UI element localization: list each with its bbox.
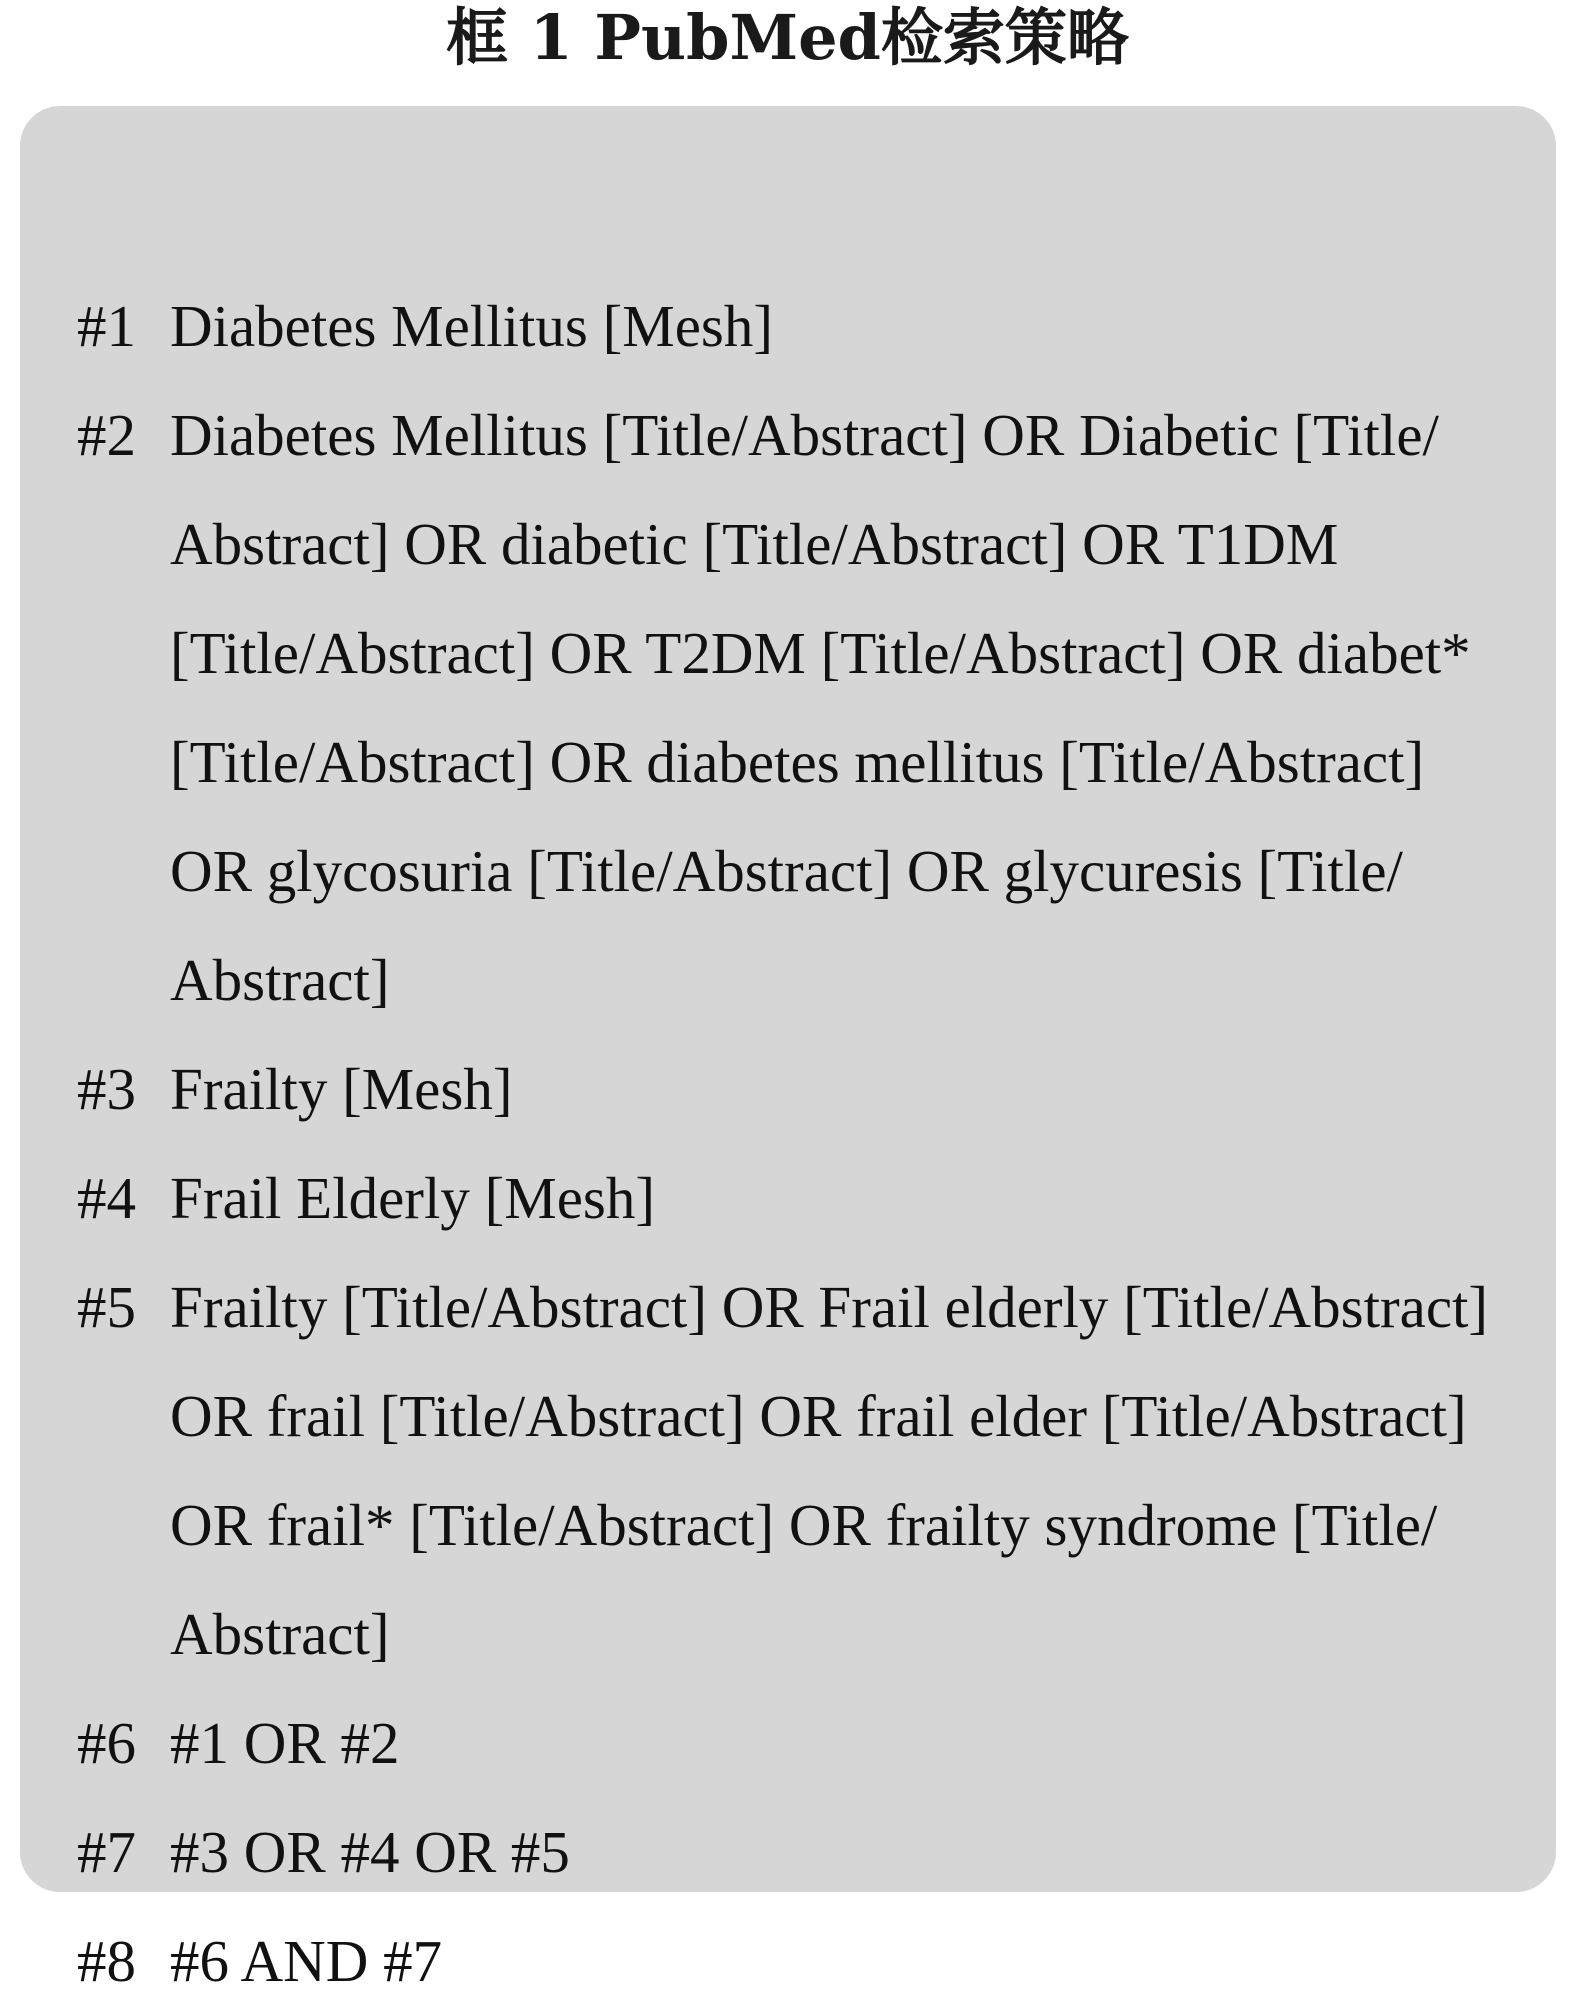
search-query: OR frail [Title/Abstract] OR frail elder [Title/Abstract]: [170, 1383, 1467, 1449]
search-query: #3 OR #4 OR #5: [170, 1819, 570, 1885]
search-query: Frail Elderly [Mesh]: [170, 1165, 655, 1231]
search-line-continuation: [20, 1337, 1556, 1449]
search-line-continuation: [20, 683, 1556, 795]
search-strategy-box: [20, 106, 1556, 1994]
search-line-continuation: [20, 1555, 1556, 1667]
search-number: #3: [77, 1056, 136, 1122]
search-line: [20, 1119, 1556, 1231]
search-number: #4: [77, 1165, 136, 1231]
search-line-continuation: [20, 1446, 1556, 1558]
search-query: OR frail* [Title/Abstract] OR frailty syndrome [Title/: [170, 1492, 1438, 1558]
search-line-continuation: [20, 792, 1556, 904]
search-number: #2: [77, 402, 136, 468]
search-query: Abstract]: [170, 1601, 390, 1667]
search-query: OR glycosuria [Title/Abstract] OR glycuresis [Title/: [170, 838, 1403, 904]
search-line: [20, 1010, 1556, 1122]
search-line-continuation: [20, 465, 1556, 577]
search-query: Abstract] OR diabetic [Title/Abstract] OR T1DM: [170, 511, 1339, 577]
search-number: #5: [77, 1274, 136, 1340]
search-line: [20, 1773, 1556, 1885]
search-line: [20, 1664, 1556, 1776]
search-number: #7: [77, 1819, 136, 1885]
search-line-continuation: [20, 901, 1556, 1013]
search-line: [20, 1228, 1556, 1340]
search-query: Diabetes Mellitus [Mesh]: [170, 293, 773, 359]
search-line: [20, 356, 1556, 468]
search-number: #6: [77, 1710, 136, 1776]
search-query: Diabetes Mellitus [Title/Abstract] OR Diabetic [Title/: [170, 402, 1439, 468]
search-query: #1 OR #2: [170, 1710, 400, 1776]
search-number: #1: [77, 293, 136, 359]
search-line-continuation: [20, 574, 1556, 686]
search-line: [20, 1882, 1556, 1994]
search-query: Frailty [Title/Abstract] OR Frail elderly [Title/Abstract]: [170, 1274, 1489, 1340]
search-query: [Title/Abstract] OR T2DM [Title/Abstract] OR diabet*: [170, 620, 1471, 686]
search-query: Abstract]: [170, 947, 390, 1013]
search-query: [Title/Abstract] OR diabetes mellitus [Title/Abstract]: [170, 729, 1425, 795]
search-query: #6 AND #7: [170, 1928, 443, 1994]
search-number: #8: [77, 1928, 136, 1994]
search-line: [20, 247, 1556, 359]
search-query: Frailty [Mesh]: [170, 1056, 513, 1122]
box-title: 框 1 PubMed检索策略: [446, 1, 1129, 74]
